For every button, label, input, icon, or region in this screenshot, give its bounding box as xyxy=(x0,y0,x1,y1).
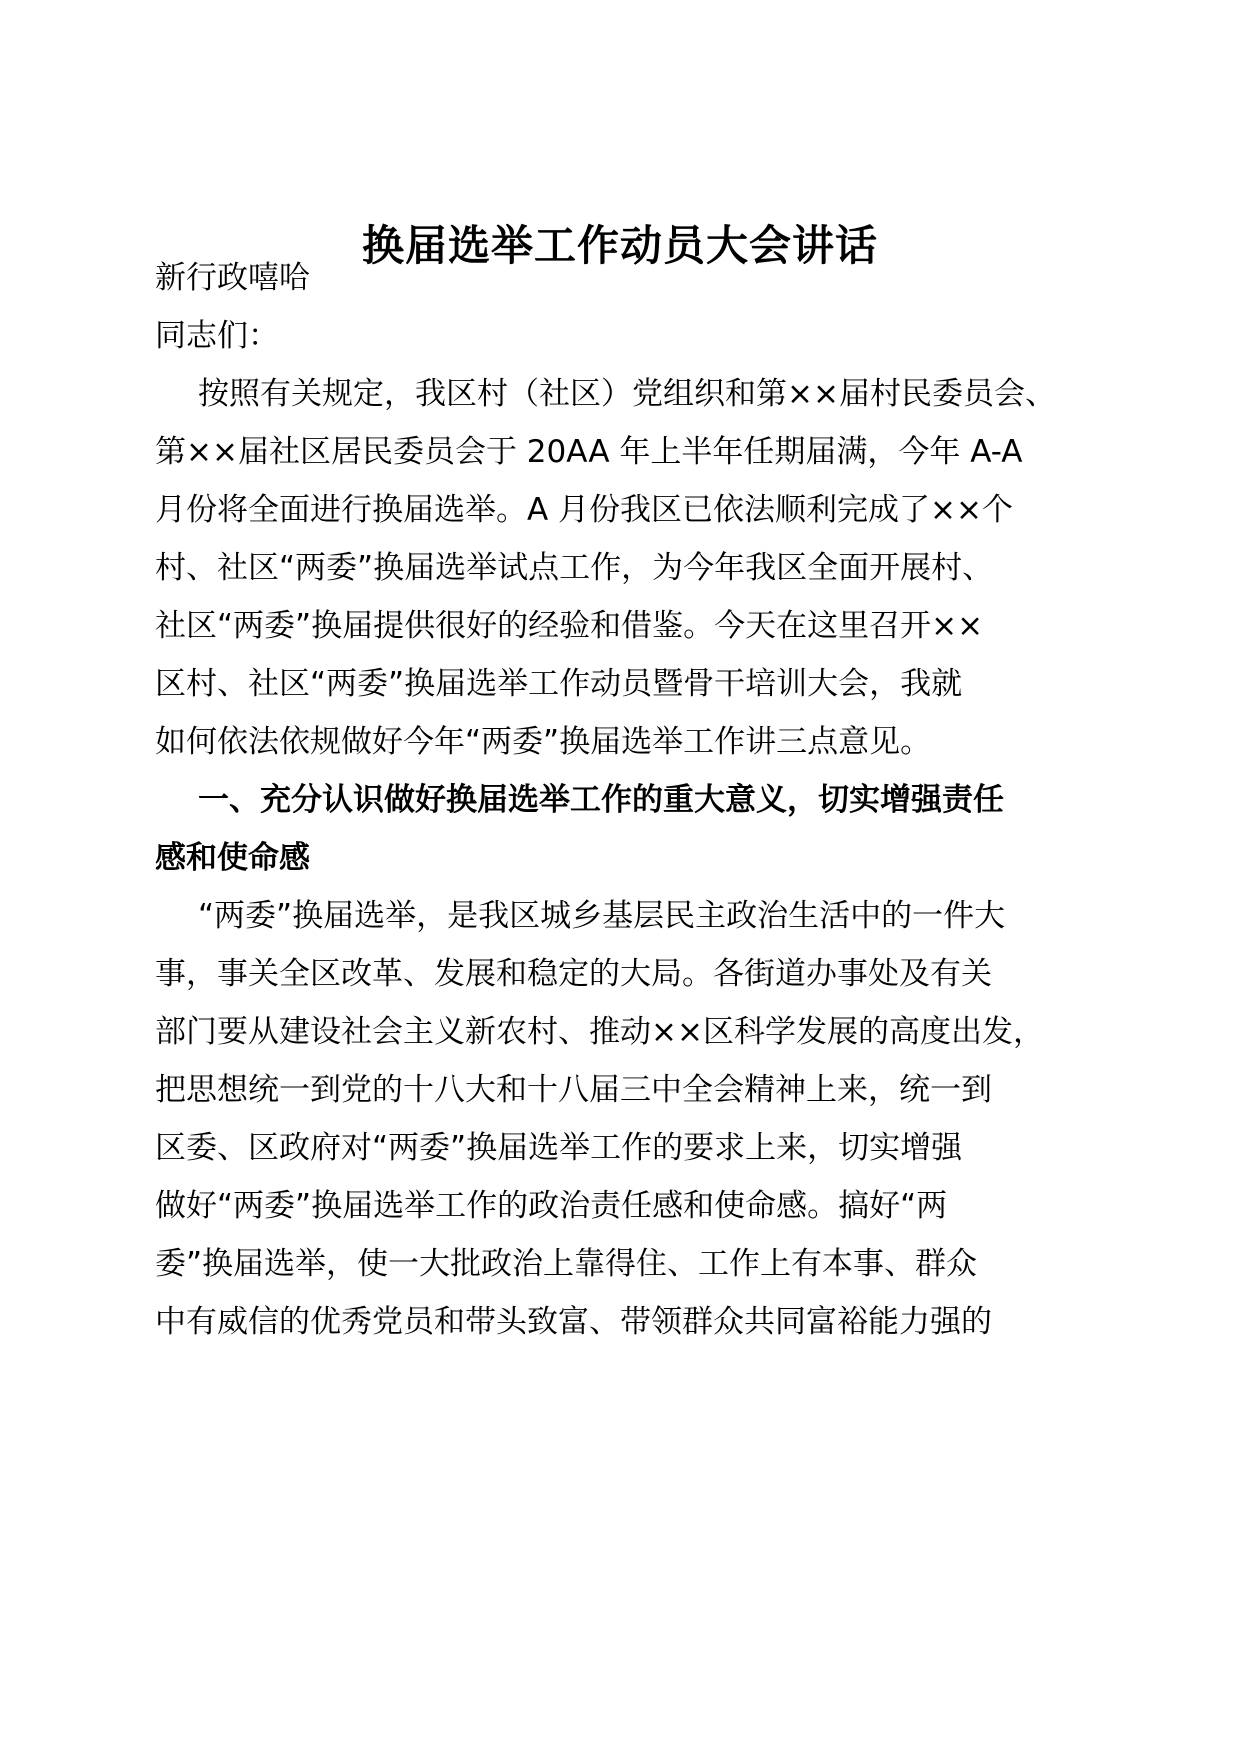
paragraph2-line: 委”换届选举，使一大批政治上靠得住、工作上有本事、群众 xyxy=(155,1246,978,1282)
paragraph2-line: 区委、区政府对“两委”换届选举工作的要求上来，切实增强 xyxy=(155,1130,963,1166)
paragraph2-line: 中有威信的优秀党员和带头致富、带领群众共同富裕能力强的 xyxy=(155,1304,992,1340)
salutation-line: 同志们： xyxy=(155,318,279,354)
paragraph2-line: 把思想统一到党的十八大和十八届三中全会精神上来，统一到 xyxy=(155,1072,992,1108)
document-title: 换届选举工作动员大会讲话 xyxy=(361,221,878,270)
section-heading-line: 一、充分认识做好换届选举工作的重大意义，切实增强责任 xyxy=(198,782,1004,818)
paragraph2-line: “两委”换届选举，是我区城乡基层民主政治生活中的一件大 xyxy=(198,898,1006,934)
paragraph2-line: 部门要从建设社会主义新农村、推动××区科学发展的高度出发， xyxy=(155,1014,1044,1050)
paragraph2-line: 事，事关全区改革、发展和稳定的大局。各街道办事处及有关 xyxy=(155,956,992,992)
paragraph1-line: 月份将全面进行换届选举。A 月份我区已依法顺利完成了××个 xyxy=(155,492,1014,528)
section-heading-line: 感和使命感 xyxy=(155,840,310,876)
paragraph1-line: 村、社区“两委”换届选举试点工作，为今年我区全面开展村、 xyxy=(155,550,994,586)
paragraph1-line: 第××届社区居民委员会于 20AA 年上半年任期届满，今年 A-A xyxy=(155,434,1023,470)
paragraph1-line: 社区“两委”换届提供很好的经验和借鉴。今天在这里召开×× xyxy=(155,608,984,644)
author-line: 新行政嘻哈 xyxy=(155,260,310,296)
paragraph1-line: 按照有关规定，我区村（社区）党组织和第××届村民委员会、 xyxy=(198,376,1056,412)
paragraph1-line: 区村、社区“两委”换届选举工作动员暨骨干培训大会，我就 xyxy=(155,666,963,702)
paragraph1-line: 如何依法依规做好今年“两委”换届选举工作讲三点意见。 xyxy=(155,724,932,760)
paragraph2-line: 做好“两委”换届选举工作的政治责任感和使命感。搞好“两 xyxy=(155,1188,948,1224)
